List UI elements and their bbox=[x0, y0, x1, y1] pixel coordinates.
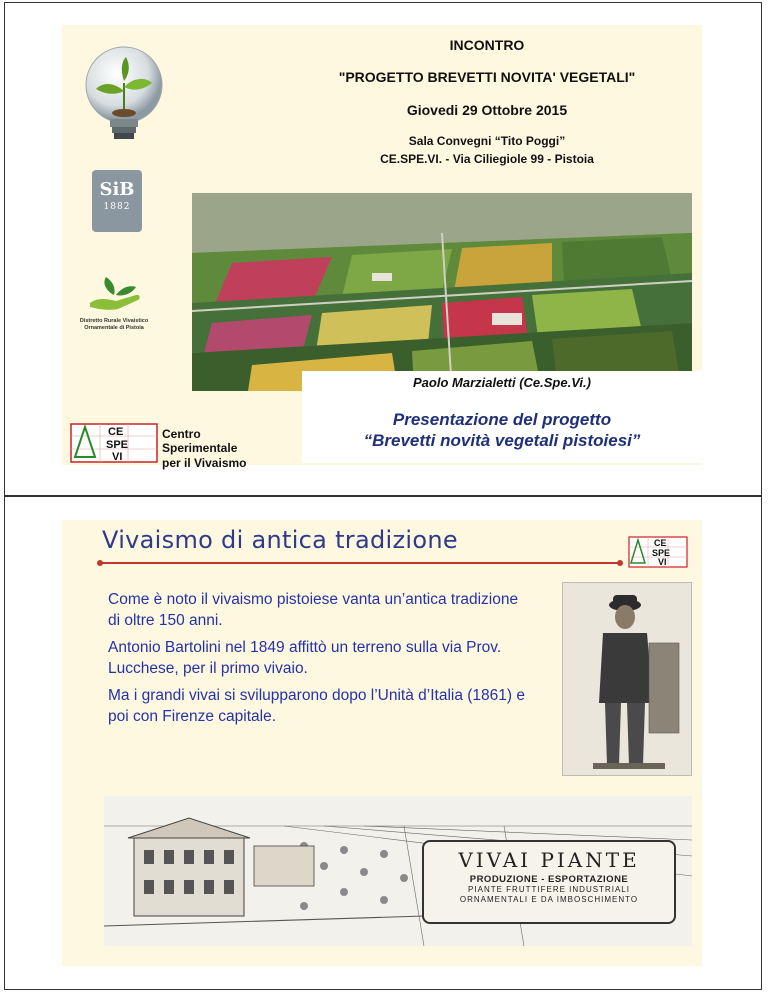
presentation-line-2: “Brevetti novità vegetali pistoiesi” bbox=[363, 431, 641, 451]
lightbulb-plant-icon bbox=[76, 43, 172, 151]
slide-1-footer bbox=[62, 371, 702, 470]
sib-logo bbox=[92, 170, 142, 232]
cespevi-small-l1: CE bbox=[654, 538, 667, 548]
cespevi-logo-l3: VI bbox=[112, 451, 123, 463]
event-label: INCONTRO bbox=[449, 37, 525, 53]
sib-logo-name: SiB bbox=[99, 179, 135, 200]
centro-line-2: Sperimentale bbox=[162, 441, 238, 456]
event-date: Giovedi 29 Ottobre 2015 bbox=[406, 102, 568, 118]
slide-2 bbox=[62, 520, 702, 966]
vivai-piante-line-1: PIANTE FRUTTIFERE INDUSTRIALI bbox=[468, 885, 630, 894]
centro-line-3: per il Vivaismo bbox=[162, 455, 247, 470]
historic-portrait-photo bbox=[562, 582, 692, 776]
paragraph: Antonio Bartolini nel 1849 affittò un terreno sulla via Prov. Lucchese, per il primo vivaio. bbox=[108, 638, 502, 677]
event-title: "PROGETTO BREVETTI NOVITA' VEGETALI" bbox=[338, 68, 636, 85]
title-divider bbox=[100, 562, 620, 564]
slide-2-title: Vivaismo di antica tradizione bbox=[102, 526, 458, 554]
paragraph: Ma i grandi vivai si svilupparono dopo l’Unità d’Italia (1861) e poi con Firenze capitale. bbox=[108, 686, 526, 725]
cespevi-small-l2: SPE bbox=[652, 548, 671, 558]
cespevi-logo bbox=[70, 423, 158, 463]
hand-plant-icon bbox=[84, 273, 144, 313]
vivai-piante-subtitle: PRODUZIONE - ESPORTAZIONE bbox=[469, 874, 629, 885]
presentation-line-1: Presentazione del progetto bbox=[392, 410, 612, 429]
paragraph: Come è noto il vivaismo pistoiese vanta un’antica tradizione di oltre 150 anni. bbox=[108, 591, 519, 629]
cespevi-logo-l1: CE bbox=[108, 426, 124, 438]
centro-line-1: Centro bbox=[162, 427, 201, 441]
cespevi-small-logo bbox=[628, 536, 688, 568]
slide-1 bbox=[62, 25, 702, 470]
cespevi-small-l3: VI bbox=[658, 557, 667, 567]
vivai-piante-line-2: ORNAMENTALI E DA IMBOSCHIMENTO bbox=[459, 894, 639, 904]
event-header bbox=[272, 33, 702, 167]
presentation-title bbox=[302, 405, 702, 463]
slide-2-body bbox=[108, 590, 528, 734]
distretto-line-1: Distretto Rurale Vivaistico bbox=[79, 318, 149, 324]
cespevi-logo-l2: SPE bbox=[106, 439, 129, 451]
event-address: CE.SPE.VI. - Via Ciliegiole 99 - Pistoia bbox=[380, 151, 594, 166]
distretto-line-2: Ornamentale di Pistoia bbox=[84, 324, 144, 331]
aerial-nursery-photo bbox=[192, 193, 692, 391]
sib-logo-year: 1882 bbox=[103, 202, 131, 212]
vivai-piante-sign bbox=[422, 840, 676, 924]
author-name: Paolo Marzialetti (Ce.Spe.Vi.) bbox=[302, 371, 702, 405]
event-venue: Sala Convegni “Tito Poggi” bbox=[408, 133, 566, 148]
distretto-logo bbox=[74, 273, 154, 331]
centro-label bbox=[162, 427, 247, 470]
vivai-piante-title: VIVAI PIANTE bbox=[458, 848, 640, 872]
vivai-piante-engraving bbox=[104, 796, 692, 946]
